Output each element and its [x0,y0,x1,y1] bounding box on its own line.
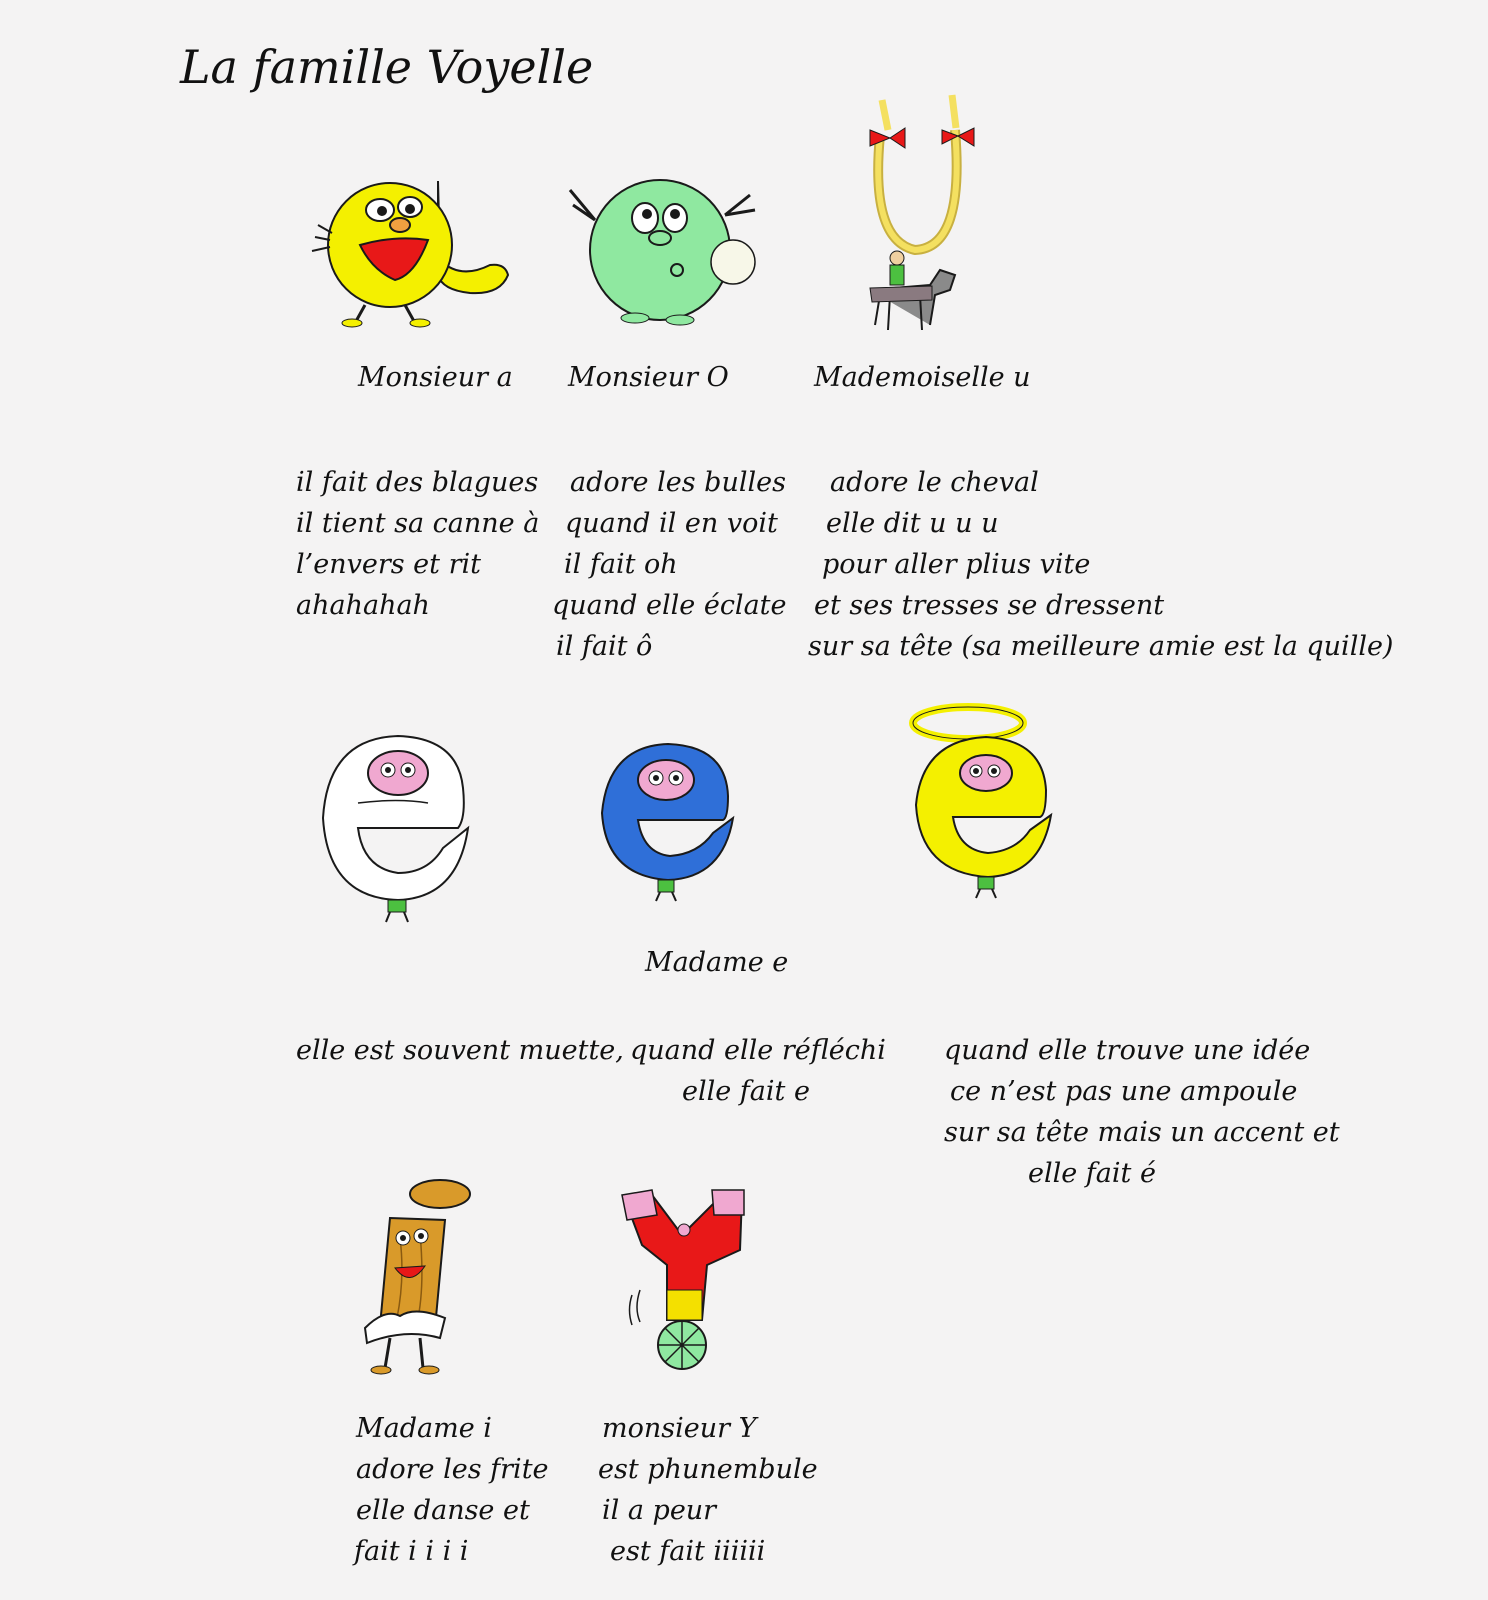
text-line: sur sa tête mais un accent et [944,1117,1340,1148]
text-block-e3 [944,1030,1340,1194]
text-block-o [552,462,787,667]
text-line: quand elle réfléchi [630,1035,886,1066]
text-line: quand elle trouve une idée [944,1035,1311,1066]
text-line: pour aller plius vite [822,549,1091,580]
letter-e-white-character-icon [318,728,478,923]
letter-u-character-icon [860,90,990,340]
letter-y-character-icon [622,1190,757,1380]
text-block-y [598,1408,818,1572]
letter-o-character-icon [565,170,770,330]
text-line: l’envers et rit [296,549,481,580]
text-block-a [296,462,539,626]
text-line: il a peur [602,1495,717,1526]
text-line: elle danse et [356,1495,530,1526]
letter-e-blue-character-icon [598,738,738,903]
text-block-e2 [630,1030,886,1112]
page-title: La famille Voyelle [180,40,594,94]
text-line: adore les bulles [570,467,786,498]
letter-i-character-icon [345,1178,470,1383]
text-line: sur sa tête (sa meilleure amie est la quille) [808,631,1394,662]
text-line: Madame i [356,1413,492,1444]
name-madame-e: Madame e [645,947,789,978]
text-line: elle est souvent muette, [296,1035,624,1066]
text-line: il fait ô [556,631,653,662]
text-line: elle fait e [682,1076,810,1107]
text-line: quand il en voit [565,508,778,539]
text-line: elle fait é [1028,1158,1156,1189]
name-monsieur-a: Monsieur a [358,362,513,393]
text-line: est phunembule [598,1454,818,1485]
text-line: adore les frite [356,1454,549,1485]
text-line: monsieur Y [602,1413,757,1444]
text-line: fait i i i i [354,1536,469,1567]
text-line: et ses tresses se dressent [814,590,1165,621]
text-line: il fait des blagues [296,467,539,498]
text-line: il tient sa canne à [296,508,540,539]
letter-a-character-icon [310,165,520,330]
text-line: est fait iiiiii [610,1536,766,1567]
text-block-e1 [296,1030,624,1071]
letter-e-accent-character-icon [908,695,1058,905]
text-line: ahahahah [296,590,430,621]
name-monsieur-o: Monsieur O [568,362,729,393]
text-block-u [808,462,1393,667]
text-line: il fait oh [564,549,678,580]
name-mademoiselle-u: Mademoiselle u [814,362,1031,393]
text-line: elle dit u u u [826,508,999,539]
text-block-i [356,1408,549,1572]
text-line: adore le cheval [830,467,1039,498]
text-line: quand elle éclate [552,590,787,621]
text-line: ce n’est pas une ampoule [950,1076,1298,1107]
